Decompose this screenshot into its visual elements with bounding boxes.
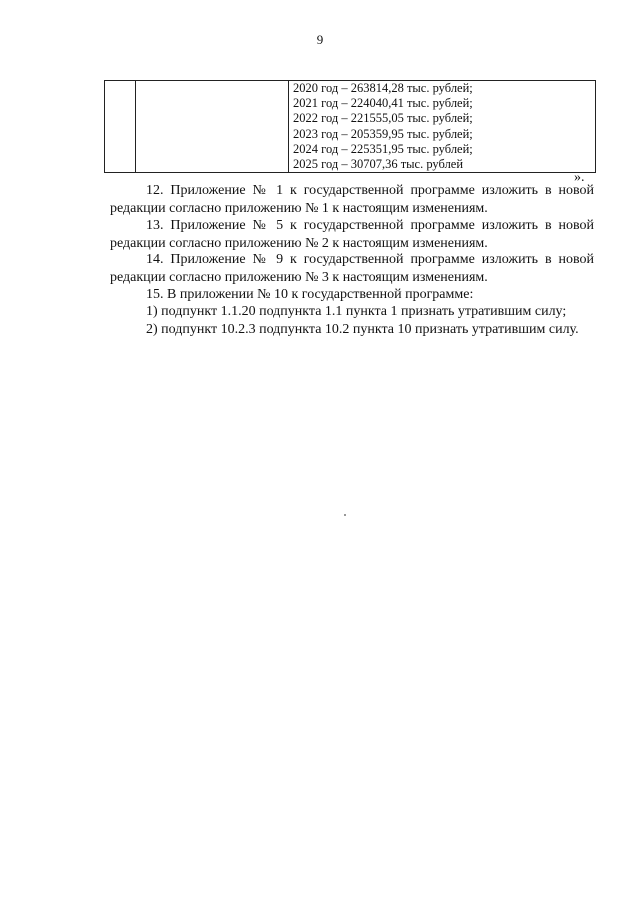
paragraph-15: 15. В приложении № 10 к государственной программе: [146, 287, 474, 302]
funding-line-2024: 2024 год – 225351,95 тыс. рублей; [293, 141, 473, 156]
table-cell-funding [289, 81, 596, 173]
funding-line-2022: 2022 год – 221555,05 тыс. рублей; [293, 111, 473, 126]
paragraph-12-line-2: редакции согласно приложению № 1 к настоящим изменениям. [110, 201, 488, 216]
table-row [105, 81, 596, 173]
table-cell-empty-1 [105, 81, 136, 173]
funding-line-2025: 2025 год – 30707,36 тыс. рублей [293, 157, 464, 172]
page-number: 9 [316, 32, 324, 47]
financing-table [104, 80, 596, 173]
paragraph-13-line-1: 13. Приложение № 5 к государственной программе изложить в новой [146, 218, 594, 233]
paragraph-14-line-2: редакции согласно приложению № 3 к настоящим изменениям. [110, 270, 488, 285]
funding-line-2021: 2021 год – 224040,41 тыс. рублей; [293, 96, 473, 111]
closing-quote: ». [574, 170, 585, 185]
table-cell-empty-2 [136, 81, 289, 173]
paragraph-12-line-1: 12. Приложение № 1 к государственной программе изложить в новой [146, 183, 594, 198]
paragraph-14-line-1: 14. Приложение № 9 к государственной программе изложить в новой [146, 252, 594, 267]
scan-speck [344, 514, 346, 516]
funding-line-2020: 2020 год – 263814,28 тыс. рублей; [293, 81, 473, 95]
paragraph-13-line-2: редакции согласно приложению № 2 к настоящим изменениям. [110, 236, 488, 251]
list-item-1: 1) подпункт 1.1.20 подпункта 1.1 пункта 1 признать утратившим силу; [146, 304, 567, 319]
funding-line-2023: 2023 год – 205359,95 тыс. рублей; [293, 126, 473, 141]
list-item-2: 2) подпункт 10.2.3 подпункта 10.2 пункта 10 признать утратившим силу. [146, 322, 579, 337]
